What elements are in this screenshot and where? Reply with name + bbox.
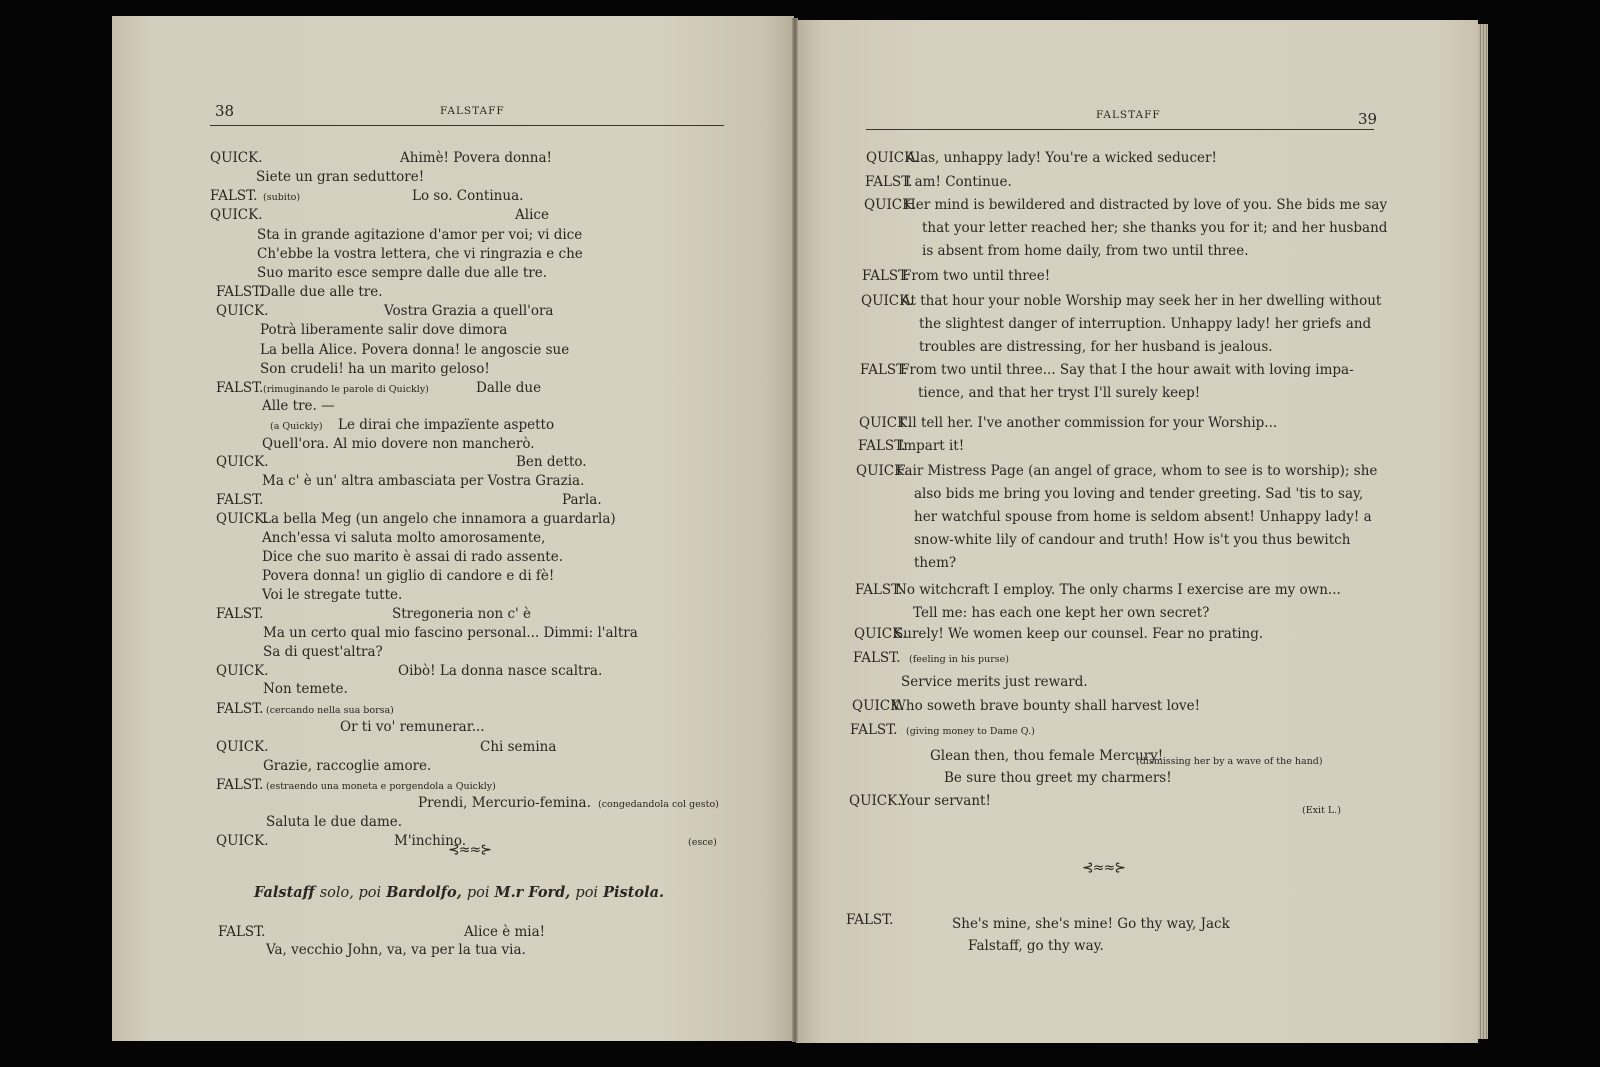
line-text: Falstaff, go thy way. — [968, 938, 1104, 954]
stage-direction: (estraendo una moneta e porgendola a Quickly) — [266, 781, 496, 792]
line-text: Glean then, thou female Mercury! — [930, 748, 1164, 764]
line-text: her watchful spouse from home is seldom absent! Unhappy lady! a — [914, 509, 1372, 525]
running-head-right: FALSTAFF — [1096, 109, 1161, 121]
speaker: QUICK. — [866, 150, 919, 166]
line-text: Le dirai che impazïente aspetto — [338, 417, 555, 433]
page-number-right: 39 — [1358, 110, 1378, 128]
speaker: FALST. — [216, 380, 264, 396]
line-text: Stregoneria non c' è — [392, 606, 532, 622]
line-text: Ma c' è un' altra ambasciata per Vostra Grazia. — [262, 473, 585, 489]
line-text: Son crudeli! ha un marito geloso! — [260, 361, 490, 377]
speaker: FALST. — [858, 438, 906, 454]
line-text: Her mind is bewildered and distracted by love of you. She bids me say — [904, 197, 1388, 213]
speaker: FALST. — [216, 284, 264, 300]
line-text: that your letter reached her; she thanks you for it; and her husband — [922, 220, 1388, 236]
speaker: FALST. — [216, 606, 264, 622]
line-text: Or ti vo' remunerar... — [340, 719, 485, 735]
line-text: Anch'essa vi saluta molto amorosamente, — [262, 530, 546, 546]
stage-direction: (a Quickly) — [270, 421, 323, 432]
line-text: Saluta le due dame. — [266, 814, 403, 830]
speaker: QUICK. — [210, 207, 263, 223]
speaker: QUICK. — [216, 511, 269, 527]
line-text: the slightest danger of interruption. Unhappy lady! her griefs and — [919, 316, 1372, 332]
line-text: Parla. — [562, 492, 602, 508]
header-rule-left — [210, 125, 724, 126]
line-text: Alice è mia! — [464, 924, 546, 940]
speaker: FALST. — [853, 650, 901, 666]
scene-heading — [254, 884, 664, 901]
running-head-left: FALSTAFF — [440, 105, 505, 117]
scene-heading-bardolfo: Bardolfo, — [386, 884, 462, 901]
line-text: Sta in grande agitazione d'amor per voi; vi dice — [257, 227, 583, 243]
line-text: La bella Meg (un angelo che innamora a guardarla) — [262, 511, 616, 527]
line-text: Ma un certo qual mio fascino personal... Dimmi: l'altra — [263, 625, 638, 641]
line-text: troubles are distressing, for her husband is jealous. — [919, 339, 1273, 355]
speaker: QUICK. — [852, 698, 905, 714]
scene-heading-ford: M.r Ford, — [494, 884, 571, 901]
line-text: Potrà liberamente salir dove dimora — [260, 322, 508, 338]
book-spine — [792, 18, 798, 1042]
line-text: snow-white lily of candour and truth! How is't you thus bewitch — [914, 532, 1351, 548]
line-text: Ch'ebbe la vostra lettera, che vi ringrazia e che — [257, 246, 583, 262]
speaker: QUICK. — [859, 415, 912, 431]
header-rule-right — [866, 129, 1374, 130]
line-text: M'inchino. — [394, 833, 466, 849]
speaker: FALST. — [855, 582, 903, 598]
line-text: tience, and that her tryst I'll surely keep! — [918, 385, 1201, 401]
line-text: Grazie, raccoglie amore. — [263, 758, 432, 774]
stage-direction: (giving money to Dame Q.) — [906, 726, 1035, 737]
line-text: Tell me: has each one kept her own secret? — [913, 605, 1210, 621]
speaker: QUICK. — [861, 293, 914, 309]
page-number-left: 38 — [215, 102, 235, 120]
line-text: Ahimè! Povera donna! — [400, 150, 552, 166]
line-text: At that hour your noble Worship may seek her in her dwelling without — [901, 293, 1382, 309]
scene-heading-text: poi — [466, 885, 490, 901]
line-text: Impart it! — [898, 438, 965, 454]
line-text: Fair Mistress Page (an angel of grace, whom to see is to worship); she — [896, 463, 1378, 479]
speaker: FALST. — [860, 362, 908, 378]
line-text: Povera donna! un giglio di candore e di fè! — [262, 568, 555, 584]
speaker: FALST. — [216, 492, 264, 508]
line-text: Lo so. Continua. — [412, 188, 524, 204]
line-text: Siete un gran seduttore! — [256, 169, 425, 185]
speaker: FALST. — [850, 722, 898, 738]
line-text: Ben detto. — [516, 454, 587, 470]
line-text: Va, vecchio John, va, va per la tua via. — [266, 942, 526, 958]
stage-direction: (cercando nella sua borsa) — [266, 705, 394, 716]
line-text: From two until three... Say that I the hour await with loving impa- — [900, 362, 1354, 378]
line-text: She's mine, she's mine! Go thy way, Jack — [952, 916, 1230, 932]
line-text: Surely! We women keep our counsel. Fear no prating. — [894, 626, 1264, 642]
line-text: Quell'ora. Al mio dovere non mancherò. — [262, 436, 535, 452]
line-text: I am! Continue. — [905, 174, 1012, 190]
scene-heading-pistola: Pistola. — [603, 884, 665, 901]
line-text: La bella Alice. Povera donna! le angoscie sue — [260, 342, 570, 358]
line-text: them? — [914, 555, 957, 571]
line-text: Alle tre. — — [262, 398, 335, 414]
speaker: QUICK. — [856, 463, 909, 479]
stage-direction: (subito) — [263, 192, 301, 203]
line-text: From two until three! — [902, 268, 1051, 284]
line-text: Alas, unhappy lady! You're a wicked seducer! — [906, 150, 1217, 166]
line-text: Who soweth brave bounty shall harvest love! — [892, 698, 1201, 714]
line-text: Prendi, Mercurio-femina. — [418, 795, 591, 811]
stage-direction: (feeling in his purse) — [909, 654, 1009, 665]
line-text: Dice che suo marito è assai di rado assente. — [262, 549, 563, 565]
speaker: QUICK. — [864, 197, 917, 213]
line-text: Alice — [515, 207, 549, 223]
line-text: Dalle due — [476, 380, 542, 396]
speaker: FALST. — [216, 777, 264, 793]
speaker: QUICK. — [216, 303, 269, 319]
speaker: QUICK. — [854, 626, 907, 642]
speaker: QUICK. — [216, 663, 269, 679]
speaker: FALST. — [865, 174, 913, 190]
speaker: FALST. — [210, 188, 258, 204]
speaker: QUICK. — [849, 793, 902, 809]
speaker: QUICK. — [216, 454, 269, 470]
stage-direction: (rimuginando le parole di Quickly) — [263, 384, 429, 395]
page-edges — [1478, 24, 1488, 1039]
speaker: FALST. — [218, 924, 266, 940]
scene-heading-text: poi — [575, 885, 599, 901]
line-text: Suo marito esce sempre dalle due alle tre. — [257, 265, 548, 281]
line-text: No witchcraft I employ. The only charms I exercise are my own... — [895, 582, 1341, 598]
speaker: FALST. — [216, 701, 264, 717]
line-text: Oibò! La donna nasce scaltra. — [398, 663, 603, 679]
line-text: Service merits just reward. — [901, 674, 1088, 690]
line-text: Chi semina — [480, 739, 557, 755]
stage-direction: (congedandola col gesto) — [598, 799, 719, 810]
line-text: Non temete. — [263, 681, 348, 697]
line-text: Voi le stregate tutte. — [262, 587, 403, 603]
stage-direction: (dismissing her by a wave of the hand) — [1136, 756, 1323, 767]
speaker: QUICK. — [210, 150, 263, 166]
speaker: QUICK. — [216, 833, 269, 849]
speaker: QUICK. — [216, 739, 269, 755]
line-text: Sa di quest'altra? — [263, 644, 383, 660]
stage-direction: (Exit L.) — [1302, 805, 1341, 816]
scene-heading-falstaff: Falstaff — [254, 884, 315, 901]
scene-heading-text: solo, poi — [319, 885, 382, 901]
line-text: Vostra Grazia a quell'ora — [384, 303, 554, 319]
speaker: FALST. — [846, 912, 894, 928]
line-text: also bids me bring you loving and tender greeting. Sad 'tis to say, — [914, 486, 1364, 502]
line-text: I'll tell her. I've another commission for your Worship... — [899, 415, 1278, 431]
speaker: FALST. — [862, 268, 910, 284]
stage-direction: (esce) — [688, 837, 717, 848]
line-text: Dalle due alle tre. — [260, 284, 383, 300]
line-text: Your servant! — [899, 793, 991, 809]
ornament-right: ⊰≈≈⊱ — [1082, 860, 1125, 876]
line-text: is absent from home daily, from two until three. — [922, 243, 1249, 259]
ornament-left: ⊰≈≈⊱ — [448, 842, 491, 858]
line-text: Be sure thou greet my charmers! — [944, 770, 1172, 786]
